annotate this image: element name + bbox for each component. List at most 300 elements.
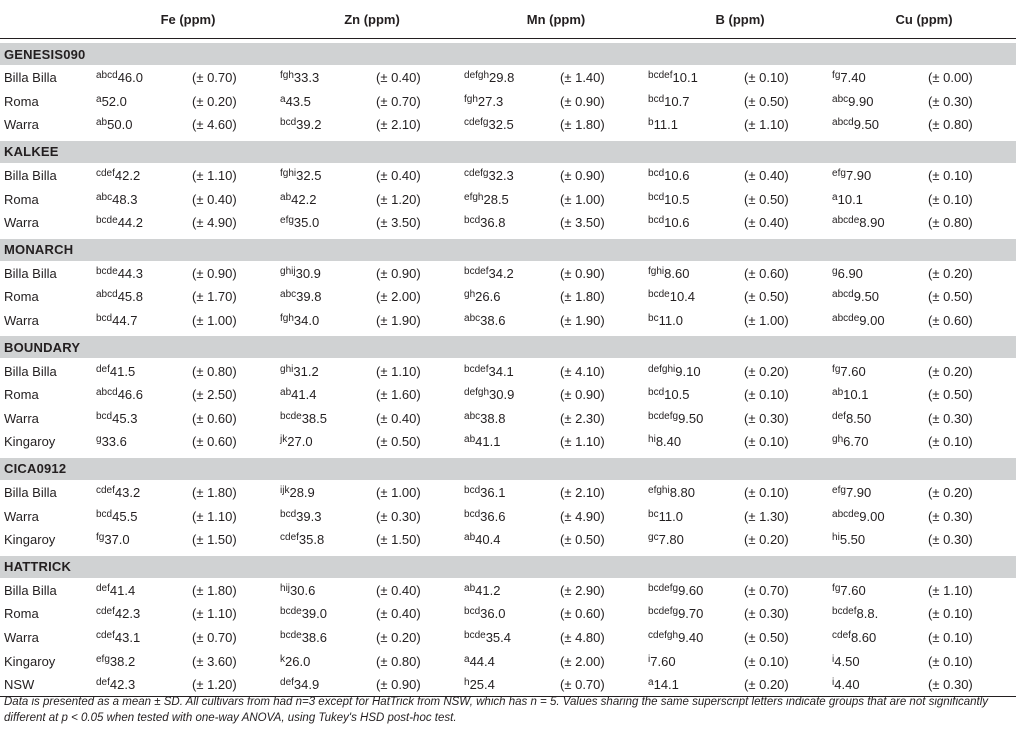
significance-letters: cdef <box>96 168 115 180</box>
sd-value: (± 1.00) <box>376 485 421 501</box>
cultivar-name: BOUNDARY <box>0 336 1016 359</box>
mean-value: 29.8 <box>489 70 515 86</box>
significance-letters: cdef <box>280 532 299 544</box>
mean-value-cell <box>96 649 192 673</box>
sd-value: (± 1.20) <box>192 673 280 697</box>
mean-value: 38.8 <box>480 410 506 426</box>
significance-letters: fgh <box>280 313 294 325</box>
sd-value: (± 4.10) <box>560 363 605 379</box>
mean-value: 52.0 <box>101 93 127 109</box>
sd-value: (± 0.30) <box>928 508 973 524</box>
mean-value-cell <box>464 285 560 309</box>
significance-letters: abc <box>832 93 849 105</box>
mean-value: 45.8 <box>117 289 143 305</box>
sd-value: (± 0.70) <box>376 93 421 109</box>
sd-value: (± 0.50) <box>376 434 421 450</box>
mean-value: 9.70 <box>678 606 704 622</box>
sd-value: (± 2.90) <box>560 582 605 598</box>
mean-value: 38.5 <box>301 410 328 426</box>
mean-value-cell <box>832 626 928 650</box>
significance-letters: i <box>648 653 651 665</box>
mean-value: 34.9 <box>293 677 320 693</box>
significance-letters: cdefg <box>464 117 489 129</box>
significance-letters: bcde <box>96 215 118 227</box>
mean-value-cell <box>464 309 560 333</box>
significance-letters: a <box>280 93 286 105</box>
significance-letters: defgh <box>464 387 490 399</box>
significance-letters: bcdef <box>464 363 489 375</box>
table-row <box>0 113 1016 137</box>
mean-value: 34.0 <box>293 313 320 329</box>
sd-value: (± 4.80) <box>560 629 605 645</box>
mean-value-cell <box>96 90 192 114</box>
sd-value: (± 1.70) <box>192 289 237 305</box>
significance-letters: bcd <box>96 508 113 520</box>
table-row <box>0 261 1016 285</box>
mean-value: 38.6 <box>480 313 506 329</box>
sd-value: (± 1.30) <box>744 508 789 524</box>
mean-value: 5.50 <box>839 532 866 548</box>
significance-letters: bcd <box>648 168 665 180</box>
mean-value: 10.6 <box>664 215 690 231</box>
site-name: Kingaroy <box>4 434 56 450</box>
significance-letters: jk <box>280 434 288 446</box>
mean-value: 44.3 <box>117 265 143 281</box>
mean-value: 45.5 <box>112 508 138 524</box>
significance-letters: abcde <box>832 508 860 520</box>
mean-value-cell <box>464 480 560 504</box>
mean-value-cell <box>648 504 744 528</box>
mean-value: 33.3 <box>293 70 320 86</box>
mean-value-cell <box>96 113 192 137</box>
mean-value: 25.4 <box>469 677 495 693</box>
significance-letters: abcd <box>832 289 854 301</box>
mean-value-cell <box>280 430 376 454</box>
header-cell-fe: Fe (ppm) <box>96 0 280 39</box>
mean-value-cell <box>832 211 928 235</box>
mean-value: 48.3 <box>112 191 138 207</box>
sd-value: (± 0.40) <box>744 215 789 231</box>
significance-letters: ab <box>280 191 292 203</box>
sd-value: (± 2.10) <box>376 117 421 133</box>
table-row <box>0 626 1016 650</box>
sd-value: (± 1.90) <box>560 313 605 329</box>
site-name: Billa Billa <box>4 168 57 184</box>
sd-value: (± 2.30) <box>560 410 605 426</box>
significance-letters: bcd <box>96 410 113 422</box>
significance-letters: bcd <box>648 387 665 399</box>
significance-letters: hij <box>280 582 291 594</box>
mean-value: 46.0 <box>117 70 143 86</box>
significance-letters: bcd <box>464 485 481 497</box>
significance-letters: bcde <box>280 606 302 618</box>
mean-value: 9.50 <box>853 289 880 305</box>
significance-letters: hi <box>648 434 656 446</box>
sd-value: (± 0.80) <box>928 215 973 231</box>
significance-letters: cdef <box>832 629 851 641</box>
site-name: Roma <box>4 93 39 109</box>
sd-value: (± 0.90) <box>560 168 605 184</box>
mean-value: 8.40 <box>655 434 682 450</box>
mean-value-cell <box>648 113 744 137</box>
sd-value: (± 0.10) <box>928 629 973 645</box>
mean-value: 11.1 <box>653 117 678 133</box>
sd-value: (± 0.10) <box>744 387 789 403</box>
sd-value: (± 0.90) <box>560 387 605 403</box>
sd-value: (± 1.20) <box>376 191 421 207</box>
mean-value-cell <box>464 211 560 235</box>
mean-value: 9.40 <box>678 629 704 645</box>
significance-letters: bcd <box>464 606 481 618</box>
mean-value: 32.5 <box>296 168 322 184</box>
mean-value-cell <box>832 359 928 383</box>
sd-value: (± 0.10) <box>928 434 973 450</box>
mean-value: 36.1 <box>480 485 506 501</box>
cultivar-name: GENESIS090 <box>0 43 1016 66</box>
table-row <box>0 480 1016 504</box>
significance-letters: cdef <box>96 629 115 641</box>
sd-value: (± 0.70) <box>192 629 237 645</box>
mean-value: 43.1 <box>114 629 141 645</box>
mean-value-cell <box>464 407 560 431</box>
mean-value: 9.00 <box>859 508 885 524</box>
mean-value-cell <box>96 66 192 90</box>
significance-letters: gc <box>648 532 659 544</box>
mean-value-cell <box>280 359 376 383</box>
mean-value: 32.3 <box>488 168 514 184</box>
mean-value-cell <box>96 261 192 285</box>
mean-value-cell <box>832 504 928 528</box>
sd-value: (± 1.90) <box>376 313 421 329</box>
significance-letters: abcd <box>96 387 118 399</box>
significance-letters: a <box>832 191 838 203</box>
table-row <box>0 66 1016 90</box>
mean-value-cell <box>648 187 744 211</box>
site-name: Roma <box>4 606 39 622</box>
header-cell-zn: Zn (ppm) <box>280 0 464 39</box>
mean-value: 11.0 <box>658 508 683 524</box>
sd-value: (± 0.80) <box>376 653 421 669</box>
significance-letters: bcd <box>648 93 665 105</box>
sd-value: (± 1.10) <box>192 168 237 184</box>
mean-value: 9.50 <box>678 410 704 426</box>
table-row <box>0 578 1016 602</box>
mean-value-cell <box>648 528 744 552</box>
significance-letters: def <box>96 677 110 689</box>
significance-letters: bcd <box>648 215 665 227</box>
mean-value-cell <box>648 359 744 383</box>
table-row <box>0 90 1016 114</box>
mean-value: 28.9 <box>289 485 315 501</box>
significance-letters: abcde <box>832 313 860 325</box>
sd-value: (± 0.60) <box>560 606 605 622</box>
sd-value: (± 0.30) <box>928 93 973 109</box>
mean-value-cell <box>832 261 928 285</box>
mean-value: 42.3 <box>109 677 136 693</box>
significance-letters: bcd <box>648 191 665 203</box>
mean-value: 7.60 <box>840 363 866 379</box>
mean-value: 42.2 <box>291 191 317 207</box>
mean-value: 43.2 <box>114 485 141 501</box>
mean-value-cell <box>648 626 744 650</box>
significance-letters: bc <box>648 313 659 325</box>
mean-value: 8.60 <box>664 265 690 281</box>
cultivar-group-row <box>0 556 1016 579</box>
sd-value: (± 0.50) <box>744 191 789 207</box>
mean-value-cell <box>832 113 928 137</box>
mean-value: 11.0 <box>658 313 683 329</box>
sd-value: (± 0.20) <box>192 93 237 109</box>
mean-value: 30.9 <box>489 387 515 403</box>
mean-value: 10.1 <box>843 387 869 403</box>
site-name: Roma <box>4 191 39 207</box>
sd-value: (± 0.40) <box>376 582 421 598</box>
mean-value: 26.0 <box>285 653 311 669</box>
mean-value: 8.8. <box>856 606 879 622</box>
significance-letters: bcde <box>280 629 302 641</box>
mean-value-cell <box>280 480 376 504</box>
mean-value: 42.2 <box>114 168 141 184</box>
header-cell-cu: Cu (ppm) <box>832 0 1016 39</box>
significance-letters: hi <box>832 532 840 544</box>
sd-value: (± 0.70) <box>560 673 648 697</box>
mean-value: 8.60 <box>850 629 877 645</box>
sd-value: (± 1.10) <box>928 582 973 598</box>
sd-value: (± 0.10) <box>928 191 973 207</box>
cultivar-name: MONARCH <box>0 239 1016 262</box>
mean-value: 40.4 <box>475 532 501 548</box>
sd-value: (± 1.00) <box>560 191 605 207</box>
mean-value: 41.4 <box>291 387 317 403</box>
header-cell-b: B (ppm) <box>648 0 832 39</box>
mean-value-cell <box>648 407 744 431</box>
sd-value: (± 0.50) <box>560 532 605 548</box>
sd-value: (± 0.50) <box>928 387 973 403</box>
mean-value-cell <box>832 578 928 602</box>
mean-value-cell <box>96 163 192 187</box>
significance-letters: bcdefg <box>648 582 679 594</box>
mean-value: 10.6 <box>664 168 690 184</box>
table-row <box>0 187 1016 211</box>
sd-value: (± 0.30) <box>744 606 789 622</box>
significance-letters: gh <box>464 289 476 301</box>
mean-value-cell <box>648 383 744 407</box>
sd-value: (± 1.40) <box>560 70 605 86</box>
mean-value: 28.5 <box>483 191 509 207</box>
mean-value-cell <box>280 578 376 602</box>
site-name: Roma <box>4 289 39 305</box>
significance-letters: abc <box>464 313 481 325</box>
significance-letters: def <box>96 363 110 375</box>
mean-value: 44.7 <box>112 313 138 329</box>
mean-value-cell <box>96 285 192 309</box>
mean-value-cell <box>96 504 192 528</box>
mean-value: 34.2 <box>488 265 514 281</box>
significance-letters: abc <box>96 191 113 203</box>
mean-value: 39.0 <box>301 606 328 622</box>
significance-letters: abc <box>464 410 481 422</box>
significance-letters: abcd <box>96 70 118 82</box>
site-name: Roma <box>4 387 39 403</box>
mean-value-cell <box>280 649 376 673</box>
mean-value: 34.1 <box>488 363 514 379</box>
mean-value-cell <box>464 504 560 528</box>
sd-value: (± 0.40) <box>192 191 237 207</box>
sd-value: (± 0.30) <box>744 410 789 426</box>
site-name: Warra <box>4 313 39 329</box>
mean-value: 7.90 <box>845 485 872 501</box>
sd-value: (± 0.50) <box>744 93 789 109</box>
mean-value-cell <box>96 602 192 626</box>
significance-letters: gh <box>832 434 844 446</box>
mean-value-cell <box>96 528 192 552</box>
sd-value: (± 0.20) <box>744 363 789 379</box>
mean-value: 44.4 <box>469 653 495 669</box>
mean-value-cell <box>280 626 376 650</box>
table-row <box>0 211 1016 235</box>
mean-value-cell <box>464 261 560 285</box>
sd-value: (± 0.20) <box>928 363 973 379</box>
sd-value: (± 1.50) <box>376 532 421 548</box>
significance-letters: efg <box>832 168 846 180</box>
mean-value: 10.5 <box>664 191 690 207</box>
mean-value: 8.80 <box>669 485 696 501</box>
sd-value: (± 0.60) <box>928 313 973 329</box>
significance-letters: bcde <box>464 629 486 641</box>
significance-letters: efg <box>96 653 110 665</box>
mean-value-cell <box>832 187 928 211</box>
significance-letters: ghi <box>280 363 294 375</box>
significance-letters: ab <box>464 434 476 446</box>
mean-value: 46.6 <box>117 387 143 403</box>
mean-value-cell <box>648 163 744 187</box>
sd-value: (± 0.10) <box>928 653 973 669</box>
sd-value: (± 1.10) <box>192 508 237 524</box>
significance-letters: bcd <box>280 117 297 129</box>
cultivar-group-row <box>0 336 1016 359</box>
table-row <box>0 430 1016 454</box>
mean-value: 6.90 <box>837 265 863 281</box>
significance-letters: bcd <box>96 313 113 325</box>
header-row <box>0 0 1016 39</box>
mean-value: 7.90 <box>845 168 872 184</box>
mean-value-cell <box>96 383 192 407</box>
site-name: Warra <box>4 410 39 426</box>
sd-value: (± 0.10) <box>928 606 973 622</box>
mean-value-cell <box>648 602 744 626</box>
significance-letters: defgh <box>464 70 490 82</box>
mean-value: 10.4 <box>669 289 696 305</box>
mean-value-cell <box>464 649 560 673</box>
mean-value-cell <box>280 90 376 114</box>
mean-value-cell <box>832 649 928 673</box>
mean-value-cell <box>280 187 376 211</box>
mean-value-cell <box>280 602 376 626</box>
significance-letters: bc <box>648 508 659 520</box>
mean-value: 35.4 <box>485 629 512 645</box>
mean-value: 30.6 <box>290 582 316 598</box>
mean-value: 36.6 <box>480 508 506 524</box>
mean-value-cell <box>464 163 560 187</box>
mean-value-cell <box>280 309 376 333</box>
site-name: Kingaroy <box>4 653 56 669</box>
mean-value: 7.60 <box>840 582 866 598</box>
significance-letters: g <box>832 265 838 277</box>
mean-value: 9.10 <box>675 363 701 379</box>
mean-value-cell <box>464 90 560 114</box>
sd-value: (± 0.30) <box>928 410 973 426</box>
site-name: Billa Billa <box>4 363 57 379</box>
sd-value: (± 0.30) <box>928 673 1016 697</box>
mean-value-cell <box>280 261 376 285</box>
mean-value: 6.70 <box>843 434 869 450</box>
mean-value: 8.90 <box>859 215 885 231</box>
significance-letters: abcd <box>96 289 118 301</box>
mean-value: 44.2 <box>117 215 143 231</box>
significance-letters: def <box>832 410 846 422</box>
table-row <box>0 504 1016 528</box>
mean-value-cell <box>280 113 376 137</box>
mean-value-cell <box>832 285 928 309</box>
sd-value: (± 1.80) <box>560 289 605 305</box>
mean-value-cell <box>648 480 744 504</box>
mean-value-cell <box>464 359 560 383</box>
mean-value-cell <box>280 383 376 407</box>
sd-value: (± 2.10) <box>560 485 605 501</box>
significance-letters: bcdef <box>832 606 857 618</box>
sd-value: (± 0.10) <box>744 653 789 669</box>
mean-value: 39.8 <box>296 289 322 305</box>
mean-value-cell <box>96 187 192 211</box>
mean-value-cell <box>832 309 928 333</box>
site-name: Warra <box>4 629 39 645</box>
significance-letters: fgh <box>464 93 478 105</box>
significance-letters: bcdefg <box>648 410 679 422</box>
sd-value: (± 0.60) <box>192 410 237 426</box>
mean-value: 50.0 <box>107 117 133 133</box>
sd-value: (± 0.90) <box>376 673 464 697</box>
table-row <box>0 359 1016 383</box>
significance-letters: efgh <box>464 191 484 203</box>
sd-value: (± 0.20) <box>376 629 421 645</box>
significance-letters: ab <box>464 582 476 594</box>
mean-value: 36.8 <box>480 215 506 231</box>
mean-value-cell <box>280 504 376 528</box>
significance-letters: cdefgh <box>648 629 679 641</box>
site-name: Billa Billa <box>4 70 57 86</box>
table-row <box>0 407 1016 431</box>
mean-value-cell <box>648 649 744 673</box>
site-name: Billa Billa <box>4 485 57 501</box>
mean-value-cell <box>832 163 928 187</box>
sd-value: (± 0.80) <box>192 363 237 379</box>
sd-value: (± 0.00) <box>928 70 973 86</box>
mean-value: 30.9 <box>295 265 321 281</box>
sd-value: (± 1.10) <box>560 434 605 450</box>
table-row <box>0 649 1016 673</box>
sd-value: (± 3.50) <box>376 215 421 231</box>
sd-value: (± 2.00) <box>376 289 421 305</box>
cultivar-group-row <box>0 43 1016 66</box>
significance-letters: bcd <box>280 508 297 520</box>
significance-letters: defghi <box>648 363 676 375</box>
sd-value: (± 1.50) <box>192 532 237 548</box>
mean-value: 38.2 <box>109 653 136 669</box>
significance-letters: bcde <box>648 289 670 301</box>
sd-value: (± 1.80) <box>560 117 605 133</box>
significance-letters: bcdef <box>464 265 489 277</box>
mean-value: 35.0 <box>293 215 320 231</box>
